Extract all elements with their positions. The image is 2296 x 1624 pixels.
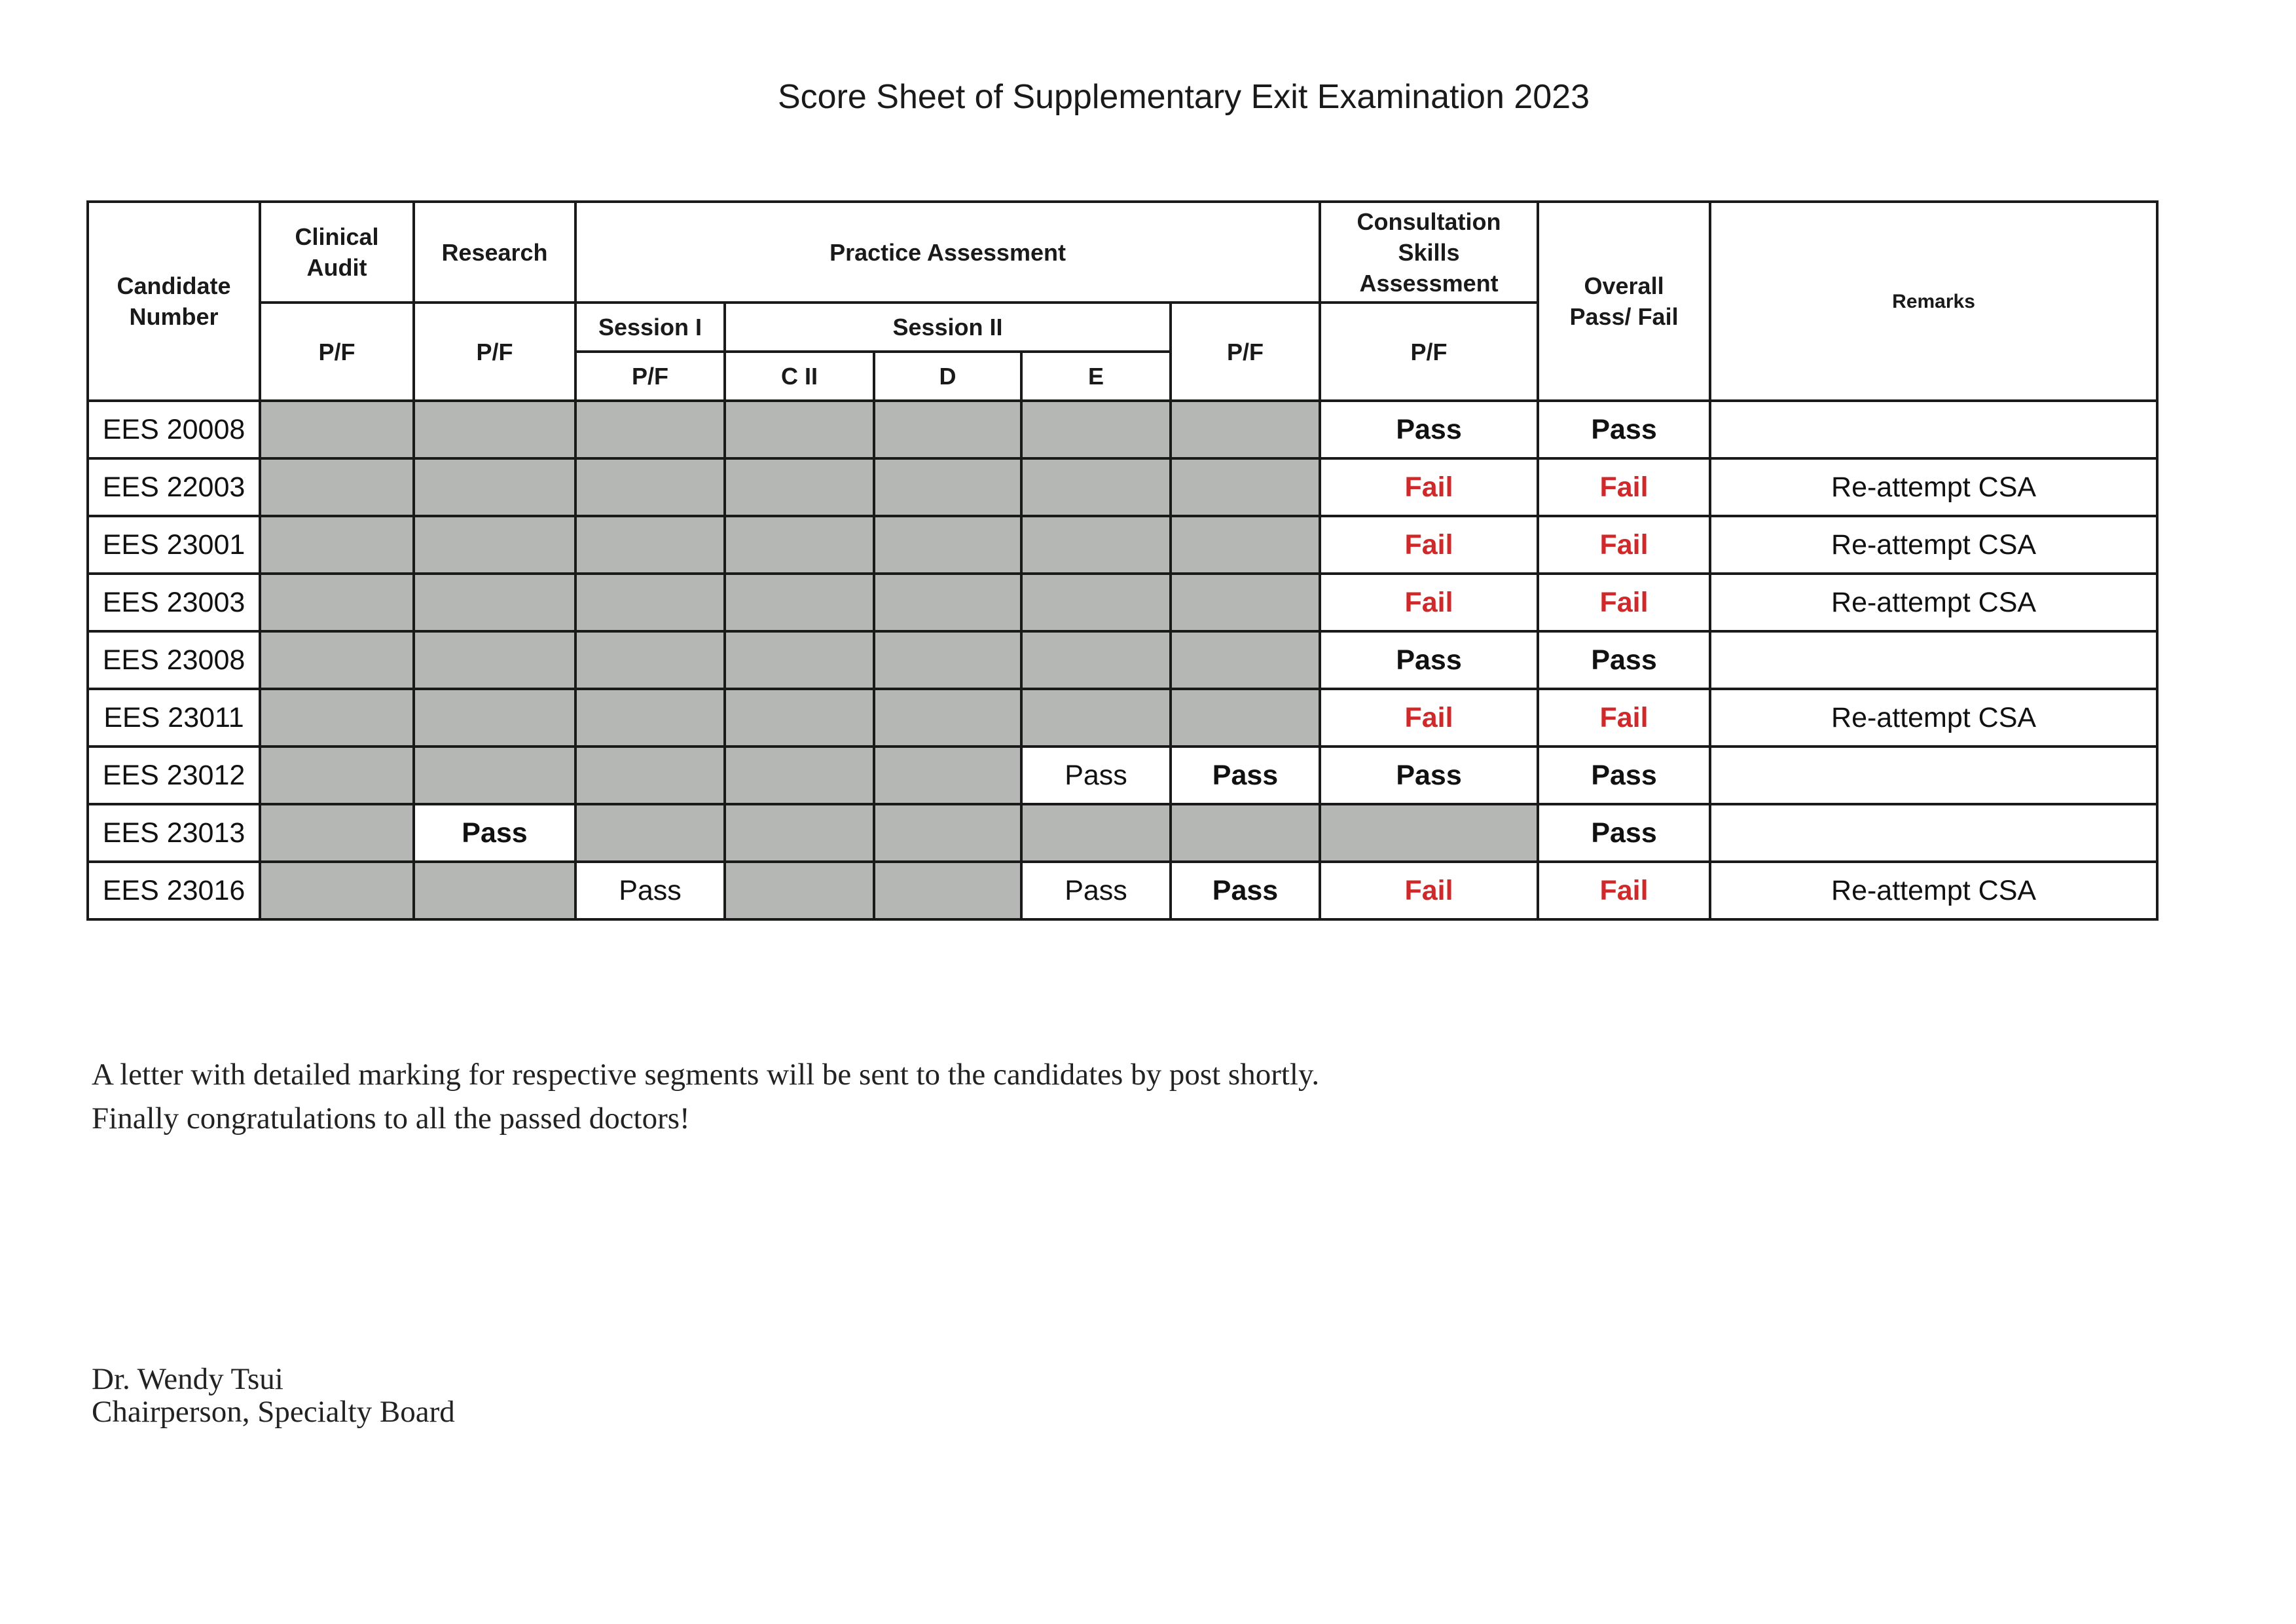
research-cell	[414, 574, 575, 631]
header-d: D	[874, 352, 1021, 401]
practice-pf-cell: Pass	[1171, 747, 1320, 804]
session1-pf-cell	[575, 804, 725, 862]
d-cell	[874, 458, 1021, 516]
clinical-audit-cell	[260, 747, 414, 804]
csa-cell: Pass	[1320, 747, 1538, 804]
note-congratulations: Finally congratulations to all the passed doctors!	[92, 1101, 690, 1135]
research-cell	[414, 631, 575, 689]
signature-role: Chairperson, Specialty Board	[92, 1395, 455, 1429]
c2-cell	[725, 516, 874, 574]
csa-cell: Pass	[1320, 631, 1538, 689]
d-cell	[874, 862, 1021, 919]
page-title: Score Sheet of Supplementary Exit Examination 2023	[777, 78, 1590, 116]
overall-cell: Pass	[1538, 804, 1710, 862]
remarks-cell	[1710, 747, 2157, 804]
table-row	[88, 401, 2157, 458]
table-row	[88, 458, 2157, 516]
candidate-number: EES 23011	[88, 689, 260, 747]
score-table	[86, 200, 2159, 921]
c2-cell	[725, 401, 874, 458]
practice-pf-cell	[1171, 689, 1320, 747]
overall-cell: Pass	[1538, 747, 1710, 804]
header-clinical-audit-line-1: Clinical	[295, 223, 379, 250]
table-row	[88, 574, 2157, 631]
e-cell: Pass	[1021, 747, 1171, 804]
d-cell	[874, 689, 1021, 747]
practice-pf-cell	[1171, 631, 1320, 689]
candidate-number: EES 20008	[88, 401, 260, 458]
remarks-cell: Re-attempt CSA	[1710, 458, 2157, 516]
overall-cell: Pass	[1538, 631, 1710, 689]
header-overall	[1538, 202, 1710, 401]
c2-cell	[725, 689, 874, 747]
research-cell	[414, 401, 575, 458]
remarks-cell: Re-attempt CSA	[1710, 574, 2157, 631]
csa-cell: Fail	[1320, 574, 1538, 631]
practice-pf-cell: Pass	[1171, 862, 1320, 919]
remarks-cell: Re-attempt CSA	[1710, 689, 2157, 747]
session1-pf-cell: Pass	[575, 862, 725, 919]
c2-cell	[725, 804, 874, 862]
clinical-audit-cell	[260, 574, 414, 631]
e-cell: Pass	[1021, 862, 1171, 919]
candidate-number: EES 23008	[88, 631, 260, 689]
e-cell	[1021, 804, 1171, 862]
session1-pf-cell	[575, 401, 725, 458]
research-cell	[414, 689, 575, 747]
header-csa-line-3: Assessment	[1359, 269, 1499, 297]
e-cell	[1021, 689, 1171, 747]
header-practice-assessment: Practice Assessment	[575, 202, 1320, 303]
header-research: Research	[414, 202, 575, 303]
session1-pf-cell	[575, 458, 725, 516]
overall-cell: Fail	[1538, 862, 1710, 919]
header-csa-line-1: Consultation	[1357, 208, 1501, 235]
remarks-cell: Re-attempt CSA	[1710, 516, 2157, 574]
practice-pf-cell	[1171, 804, 1320, 862]
candidate-number: EES 23013	[88, 804, 260, 862]
research-cell	[414, 516, 575, 574]
e-cell	[1021, 631, 1171, 689]
overall-cell: Fail	[1538, 574, 1710, 631]
session1-pf-cell	[575, 631, 725, 689]
header-e: E	[1021, 352, 1171, 401]
remarks-cell	[1710, 631, 2157, 689]
e-cell	[1021, 574, 1171, 631]
csa-cell	[1320, 804, 1538, 862]
d-cell	[874, 574, 1021, 631]
table-body	[88, 401, 2157, 919]
csa-cell: Pass	[1320, 401, 1538, 458]
table-row	[88, 862, 2157, 919]
d-cell	[874, 747, 1021, 804]
clinical-audit-cell	[260, 516, 414, 574]
practice-pf-cell	[1171, 574, 1320, 631]
csa-cell: Fail	[1320, 689, 1538, 747]
remarks-cell	[1710, 804, 2157, 862]
header-c2: C II	[725, 352, 874, 401]
clinical-audit-cell	[260, 631, 414, 689]
header-remarks: Remarks	[1710, 202, 2157, 401]
table-row	[88, 689, 2157, 747]
header-candidate-line-1: Candidate	[117, 272, 231, 299]
candidate-number: EES 23003	[88, 574, 260, 631]
session1-pf-cell	[575, 574, 725, 631]
header-clinical-audit-line-2: Audit	[306, 254, 367, 281]
practice-pf-cell	[1171, 516, 1320, 574]
c2-cell	[725, 458, 874, 516]
header-consultation-skills	[1320, 202, 1538, 303]
remarks-cell: Re-attempt CSA	[1710, 862, 2157, 919]
d-cell	[874, 804, 1021, 862]
c2-cell	[725, 631, 874, 689]
session1-pf-cell	[575, 689, 725, 747]
c2-cell	[725, 862, 874, 919]
header-clinical-audit-pf: P/F	[260, 303, 414, 401]
csa-cell: Fail	[1320, 458, 1538, 516]
header-session-2: Session II	[725, 303, 1171, 352]
clinical-audit-cell	[260, 401, 414, 458]
header-overall-line-1: Overall	[1584, 272, 1664, 299]
header-session-1: Session I	[575, 303, 725, 352]
c2-cell	[725, 747, 874, 804]
clinical-audit-cell	[260, 804, 414, 862]
e-cell	[1021, 458, 1171, 516]
research-cell	[414, 458, 575, 516]
note-letter: A letter with detailed marking for respective segments will be sent to the candidates by post shortly.	[92, 1058, 1320, 1092]
header-practice-pf: P/F	[1171, 303, 1320, 401]
overall-cell: Pass	[1538, 401, 1710, 458]
research-cell	[414, 862, 575, 919]
overall-cell: Fail	[1538, 689, 1710, 747]
research-cell	[414, 747, 575, 804]
header-research-pf: P/F	[414, 303, 575, 401]
signature-name: Dr. Wendy Tsui	[92, 1362, 283, 1396]
header-row-1	[88, 202, 2157, 303]
clinical-audit-cell	[260, 689, 414, 747]
session1-pf-cell	[575, 747, 725, 804]
header-overall-line-2: Pass/ Fail	[1569, 303, 1679, 330]
overall-cell: Fail	[1538, 458, 1710, 516]
header-candidate-number	[88, 202, 260, 401]
table-row	[88, 747, 2157, 804]
csa-cell: Fail	[1320, 862, 1538, 919]
research-cell: Pass	[414, 804, 575, 862]
remarks-cell	[1710, 401, 2157, 458]
table-row	[88, 804, 2157, 862]
session1-pf-cell	[575, 516, 725, 574]
e-cell	[1021, 401, 1171, 458]
d-cell	[874, 401, 1021, 458]
d-cell	[874, 631, 1021, 689]
overall-cell: Fail	[1538, 516, 1710, 574]
d-cell	[874, 516, 1021, 574]
header-csa-line-2: Skills	[1398, 238, 1460, 266]
clinical-audit-cell	[260, 458, 414, 516]
header-candidate-line-2: Number	[129, 303, 219, 330]
header-session-1-pf: P/F	[575, 352, 725, 401]
candidate-number: EES 23016	[88, 862, 260, 919]
practice-pf-cell	[1171, 401, 1320, 458]
clinical-audit-cell	[260, 862, 414, 919]
header-csa-pf: P/F	[1320, 303, 1538, 401]
table-row	[88, 631, 2157, 689]
candidate-number: EES 22003	[88, 458, 260, 516]
table-row	[88, 516, 2157, 574]
header-clinical-audit	[260, 202, 414, 303]
practice-pf-cell	[1171, 458, 1320, 516]
c2-cell	[725, 574, 874, 631]
e-cell	[1021, 516, 1171, 574]
candidate-number: EES 23012	[88, 747, 260, 804]
csa-cell: Fail	[1320, 516, 1538, 574]
candidate-number: EES 23001	[88, 516, 260, 574]
